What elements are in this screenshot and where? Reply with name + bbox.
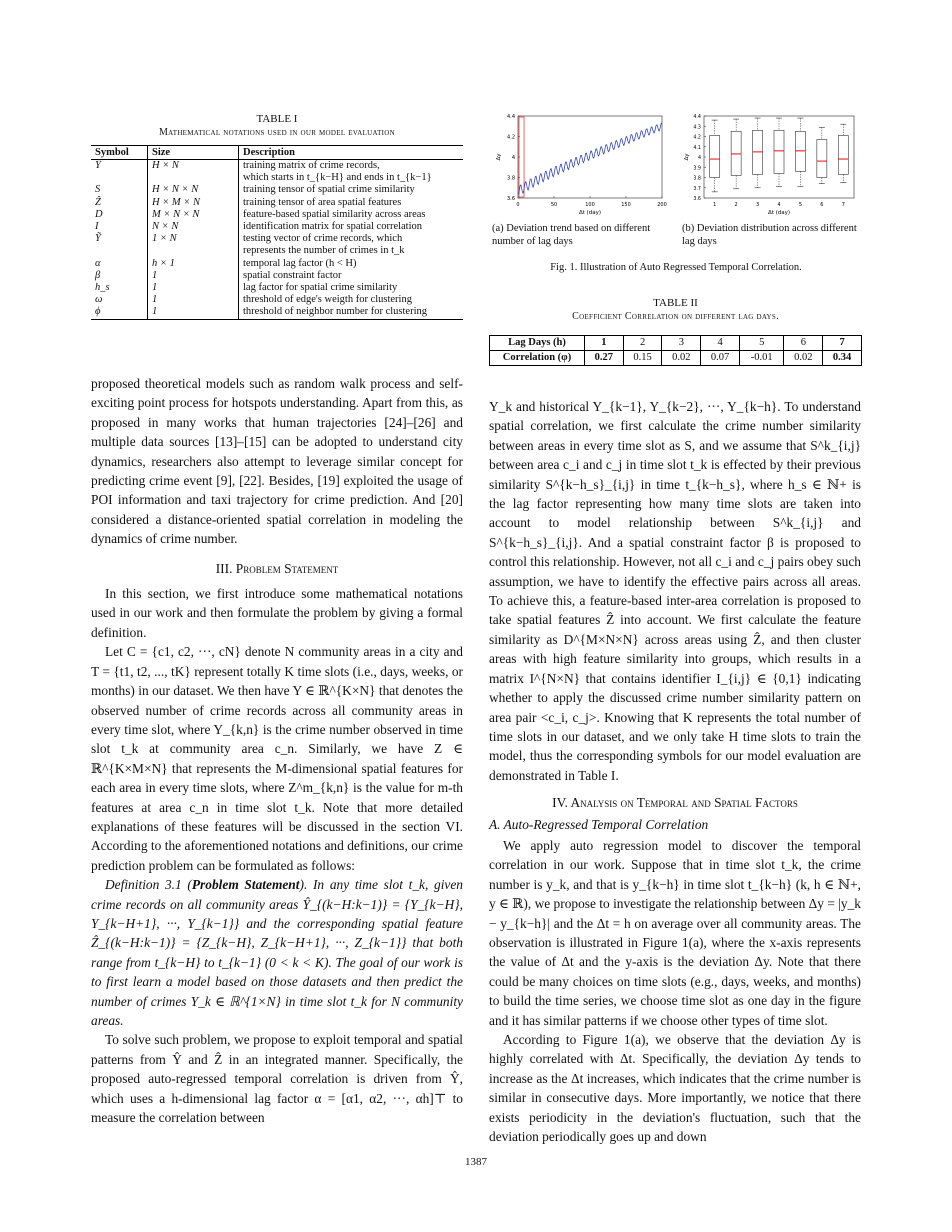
y-tick-label: 3.8 (507, 175, 515, 182)
box (774, 130, 784, 173)
table2-subtitle: Coefficient Correlation on different lag days. (572, 311, 779, 322)
x-tick-label: 3 (755, 202, 760, 208)
lag-day-cell: 1 (585, 336, 624, 351)
definition-body: ). In any time slot t_k, given crime records on all community areas Ŷ_{(k−H:k−1)} = {Y_{k−H}, Y_{k−H+1}, ···, Y_{k−1}} and the corresponding spatial feature Ẑ_{(k−H:k−1)} = {Z_{k−H}, Z_{k−H+1}, ···, Z_{k−1}} that both range from t_{k−H} to t_{k−1} (0 < k < K). The goal of our work is to first learn a model based on those datasets and then predict the number of crimes Y_k ∈ ℝ^{1×N} in time slot t_k for N community areas. (91, 877, 463, 1028)
box (817, 140, 827, 178)
table1-cell-size: 1 (148, 294, 239, 306)
table1-cell-desc: temporal lag factor (h < H) (243, 257, 357, 269)
table1-header: Symbol (91, 146, 148, 160)
table1-cell-desc: lag factor for spatial crime similarity (243, 282, 398, 294)
table1-header: Size (148, 146, 239, 160)
lag-day-cell: 5 (739, 336, 784, 351)
x-tick-label: 150 (621, 202, 631, 208)
table1-row (91, 294, 463, 306)
section-heading: III. Problem Statement (215, 560, 339, 576)
table1-cell-symbol: h_s (91, 282, 148, 294)
table1-row (91, 270, 463, 282)
left-column (91, 374, 463, 1127)
table1-cell-desc: training matrix of crime records, (243, 160, 380, 171)
subfig-b-caption: (b) Deviation distribution across different lag days (682, 223, 857, 247)
x-axis-label: Δt (day) (767, 210, 791, 216)
section-heading: IV. Analysis on Temporal and Spatial Factors (552, 795, 798, 811)
y-tick-label: 4.2 (507, 134, 515, 141)
correlation-cell: 0.07 (701, 351, 740, 366)
table1-cell-size: H × N (148, 160, 239, 173)
figure1 (490, 110, 862, 280)
table2-title: TABLE II (653, 297, 698, 309)
table1-row (91, 184, 463, 196)
x-tick-label: 5 (798, 202, 803, 208)
table1-block (91, 112, 463, 320)
table1-cell-symbol: β (91, 270, 148, 282)
y-tick-label: 4 (511, 155, 515, 161)
table1-cell-size: M × N × N (148, 209, 239, 221)
correlation-row (490, 351, 862, 366)
x-axis-label: Δt (day) (578, 210, 602, 216)
table1-cell-symbol: D (91, 209, 148, 221)
table1-cell-desc: which starts in t_{k−H} and ends in t_{k−1} (243, 172, 432, 184)
table1-cell-desc: identification matrix for spatial correlation (243, 221, 423, 233)
x-tick-label: 0 (516, 202, 520, 208)
table1-cell-desc: training tensor of spatial crime similarity (243, 184, 415, 196)
lag-day-cell: 2 (623, 336, 662, 351)
table1-row (91, 282, 463, 294)
box (838, 135, 848, 174)
lag-day-cell: 6 (784, 336, 823, 351)
deviation-line (519, 123, 662, 194)
table1-cell-desc: threshold of neighbor number for clustering (239, 306, 464, 319)
table1-row (91, 245, 463, 257)
correlation-cell: 0.15 (623, 351, 662, 366)
lag-day-cell: 3 (662, 336, 701, 351)
table1-cell-size: H × M × N (148, 197, 239, 209)
table1-title: TABLE I (256, 113, 298, 125)
y-tick-label: 4.4 (507, 114, 515, 120)
page-number: 1387 (465, 1156, 487, 1168)
x-tick-label: 7 (841, 202, 845, 208)
table1-cell-desc: training tensor of area spatial features (243, 196, 402, 208)
y-tick-label: 3.8 (693, 176, 701, 182)
table1-cell-symbol: I (91, 221, 148, 233)
y-tick-label: 3.6 (693, 197, 701, 202)
table1-row (91, 221, 463, 233)
y-tick-label: 4 (697, 156, 701, 161)
right-column (489, 397, 861, 1146)
y-tick-label: 4.1 (693, 145, 701, 151)
table1-row (91, 233, 463, 245)
table1-cell-desc: represents the number of crimes in t_k (243, 245, 405, 257)
notation-table (91, 145, 463, 320)
table1-body (91, 160, 463, 320)
subfig-a-caption: (a) Deviation trend based on different number of lag days (492, 223, 651, 247)
paragraph: To solve such problem, we propose to exploit temporal and spatial patterns from Ŷ and Ẑ in an integrated manner. Specifically, the proposed auto-regressed temporal correlation is driven from Ŷ, which uses a h-dimensional lag factor α = [α1, α2, ···, αh]⊤ to measure the correlation between (91, 1032, 463, 1126)
x-tick-label: 200 (657, 202, 667, 208)
table1-row (91, 160, 463, 173)
table1-cell-size: 1 (148, 270, 239, 282)
y-tick-label: 3.7 (693, 186, 701, 192)
table1-cell-size (148, 245, 239, 257)
x-tick-label: 4 (777, 202, 781, 208)
correlation-table (489, 335, 862, 366)
table1-cell-size (148, 172, 239, 184)
table1-cell-size: N × N (148, 221, 239, 233)
correlation-label: Correlation (φ) (490, 351, 585, 366)
table2-block (489, 296, 862, 366)
table1-subtitle: Mathematical notations used in our model evaluation (158, 127, 396, 138)
table1-cell-symbol: α (91, 258, 148, 270)
correlation-cell: 0.34 (823, 351, 862, 366)
table1-cell-symbol: Ŷ (91, 160, 148, 173)
paragraph: Let C = {c1, c2, ···, cN} denote N community areas in a city and T = {t1, t2, ..., tK} represent totally K time slots (i.e., days, weeks, or months) in our dataset. We then have Y ∈ ℝ^{K×N} that denotes the observed number of crime records across all community areas in every time slot, where Y_{k,n} is the crime number observed in time slot t_k at community area c_n. Similarly, we have Z ∈ ℝ^{K×M×N} that represents the M-dimensional spatial features for each area in every time slots, where Z^m_{k,n} is the value for m-th features at area c_n in time slot t_k. Note that more detailed explanations of these features will be discussed in the section VI. According to the aforementioned notations and definitions, our crime prediction problem can be formulated as follows: (91, 644, 463, 873)
plot-frame (518, 116, 662, 198)
y-axis-label: Δy (496, 153, 502, 161)
table1-cell-size: h × 1 (148, 258, 239, 270)
table1-cell-size: 1 (148, 306, 239, 319)
correlation-cell: 0.02 (784, 351, 823, 366)
table1-header: Description (239, 146, 464, 160)
x-tick-label: 50 (550, 202, 558, 208)
definition-title: Problem Statement (191, 877, 300, 893)
deviation-box-chart (682, 110, 860, 218)
correlation-cell: 0.02 (662, 351, 701, 366)
table1-row (91, 306, 463, 319)
table1-cell-symbol (91, 172, 148, 184)
table1-row (91, 172, 463, 184)
y-tick-label: 3.6 (507, 196, 515, 202)
x-tick-label: 100 (585, 202, 595, 208)
table1-cell-symbol: Ẑ (91, 197, 148, 209)
table1-cell-symbol: ω (91, 294, 148, 306)
table1-cell-desc: threshold of edge's weigth for clustering (243, 294, 412, 306)
table1-row (91, 209, 463, 221)
subsection-heading: A. Auto-Regressed Temporal Correlation (489, 816, 709, 832)
y-tick-label: 3.9 (693, 166, 701, 172)
y-axis-label: Δy (684, 153, 690, 161)
lag-days-label: Lag Days (h) (490, 336, 585, 351)
paragraph: We apply auto regression model to discover the temporal correlation in our work. Suppose that in time slot t_k, the crime number is y_k, and that is y_{k−h} in time slot t_{k−h} (k, h ∈ ℕ+, y ∈ ℝ), we propose to investigate the relationship between Δy = |y_k − y_{k−h}| and the Δt = h on average over all community areas. The observation is illustrated in Figure 1(a), where the x-axis represents the value of Δt and the y-axis is the deviation Δy. Note that there could be many choices on time slots (e.g., days, weeks, and months) to build the time series, we choose time slot as one day in the figure and it has similar patterns if we choose other types of time slot. (489, 837, 861, 1028)
x-tick-label: 1 (713, 202, 717, 208)
figure1-caption: Fig. 1. Illustration of Auto Regressed Temporal Correlation. (550, 262, 802, 273)
paragraph: In this section, we first introduce some mathematical notations used in our work and then formulate the problem by giving a formal definition. (91, 586, 463, 640)
table1-cell-symbol: ϕ (91, 306, 148, 319)
table1-cell-desc: feature-based spatial similarity across areas (243, 208, 426, 220)
table1-cell-desc: spatial constraint factor (243, 269, 342, 281)
correlation-cell: -0.01 (739, 351, 784, 366)
x-tick-label: 6 (820, 202, 824, 208)
y-tick-label: 4.3 (693, 125, 701, 131)
lag-days-row (490, 336, 862, 351)
x-tick-label: 2 (734, 202, 738, 208)
paragraph: proposed theoretical models such as random walk process and self-exciting point process for hotspots understanding. Apart from this, as proposed in many works that human trajectories [24]–[26] and multiple data sources [13]–[15] can be adopted to understand city dynamics, researchers also attempt to leverage similar concept for predicting crime event [9], [22]. Besides, [19] exploited the usage of POI information and taxi trajectory for crime prediction. And [20] considered a distance-oriented spatial correlation in modeling the dynamics of crime number. (91, 376, 463, 547)
paragraph: According to Figure 1(a), we observe that the deviation Δy is highly correlated with Δt. Specifically, the deviation Δy tends to increase as the Δt increases, which indicates that the crime number is similar in consecutive days. More importantly, we notice that there exists periodicity in the deviation's fluctuation, such that the deviation periodically goes up and down (489, 1032, 861, 1145)
table1-cell-size: H × N × N (148, 184, 239, 196)
lag-day-cell: 4 (701, 336, 740, 351)
paragraph: Y_k and historical Y_{k−1}, Y_{k−2}, ···, Y_{k−h}. To understand spatial correlation, we first calculate the crime number similarity between areas in every time slot as S, and we assume that S^k_{i,j} between area c_i and c_j in time slot t_k is effected by their previous similarity S^{k−h_s}_{i,j} in time t_{k−h_s}, where h_s ∈ ℕ+ is the lag factor representing how many time slots are taken into account to model relationship between S^k_{i,j} and S^{k−h_s}_{i,j}. And a spatial constraint factor β is proposed to control this relationship. However, not all c_i and c_j pairs obey such assumption, we have to identify the effective pairs across all areas. To achieve this, a feature-based inter-area correlation is proposed to take spatial features Ẑ into account. We first calculate the feature similarity as D^{M×N×N} across areas using Ẑ, and then cluster areas with high feature similarity into groups, which results in a matrix I^{N×N} that contains identifier I_{i,j} ∈ {0,1} indicating whether to apply the discussed crime number similarity pattern on area pair <c_i, c_j>. Knowing that K represents the total number of time slots in our dataset, and we only take H time slots to train the model, thus the corresponding symbols for our model evaluation are demonstrated in Table I. (489, 399, 861, 783)
table1-cell-symbol: S (91, 184, 148, 196)
y-tick-label: 4.4 (693, 115, 701, 120)
definition-paragraph (91, 875, 463, 1030)
correlation-cell: 0.27 (585, 351, 624, 366)
table1-cell-symbol: Ỹ (91, 233, 148, 245)
y-tick-label: 4.2 (693, 135, 701, 141)
table1-row (91, 258, 463, 270)
definition-lead: Definition 3.1 ( (105, 877, 192, 893)
table1-cell-size: 1 × N (148, 233, 239, 245)
lag-day-cell: 7 (823, 336, 862, 351)
deviation-trend-chart (490, 110, 668, 218)
table1-cell-symbol (91, 245, 148, 257)
table1-cell-size: 1 (148, 282, 239, 294)
table1-cell-desc: testing vector of crime records, which (243, 233, 403, 245)
table1-row (91, 197, 463, 209)
box (710, 135, 720, 177)
